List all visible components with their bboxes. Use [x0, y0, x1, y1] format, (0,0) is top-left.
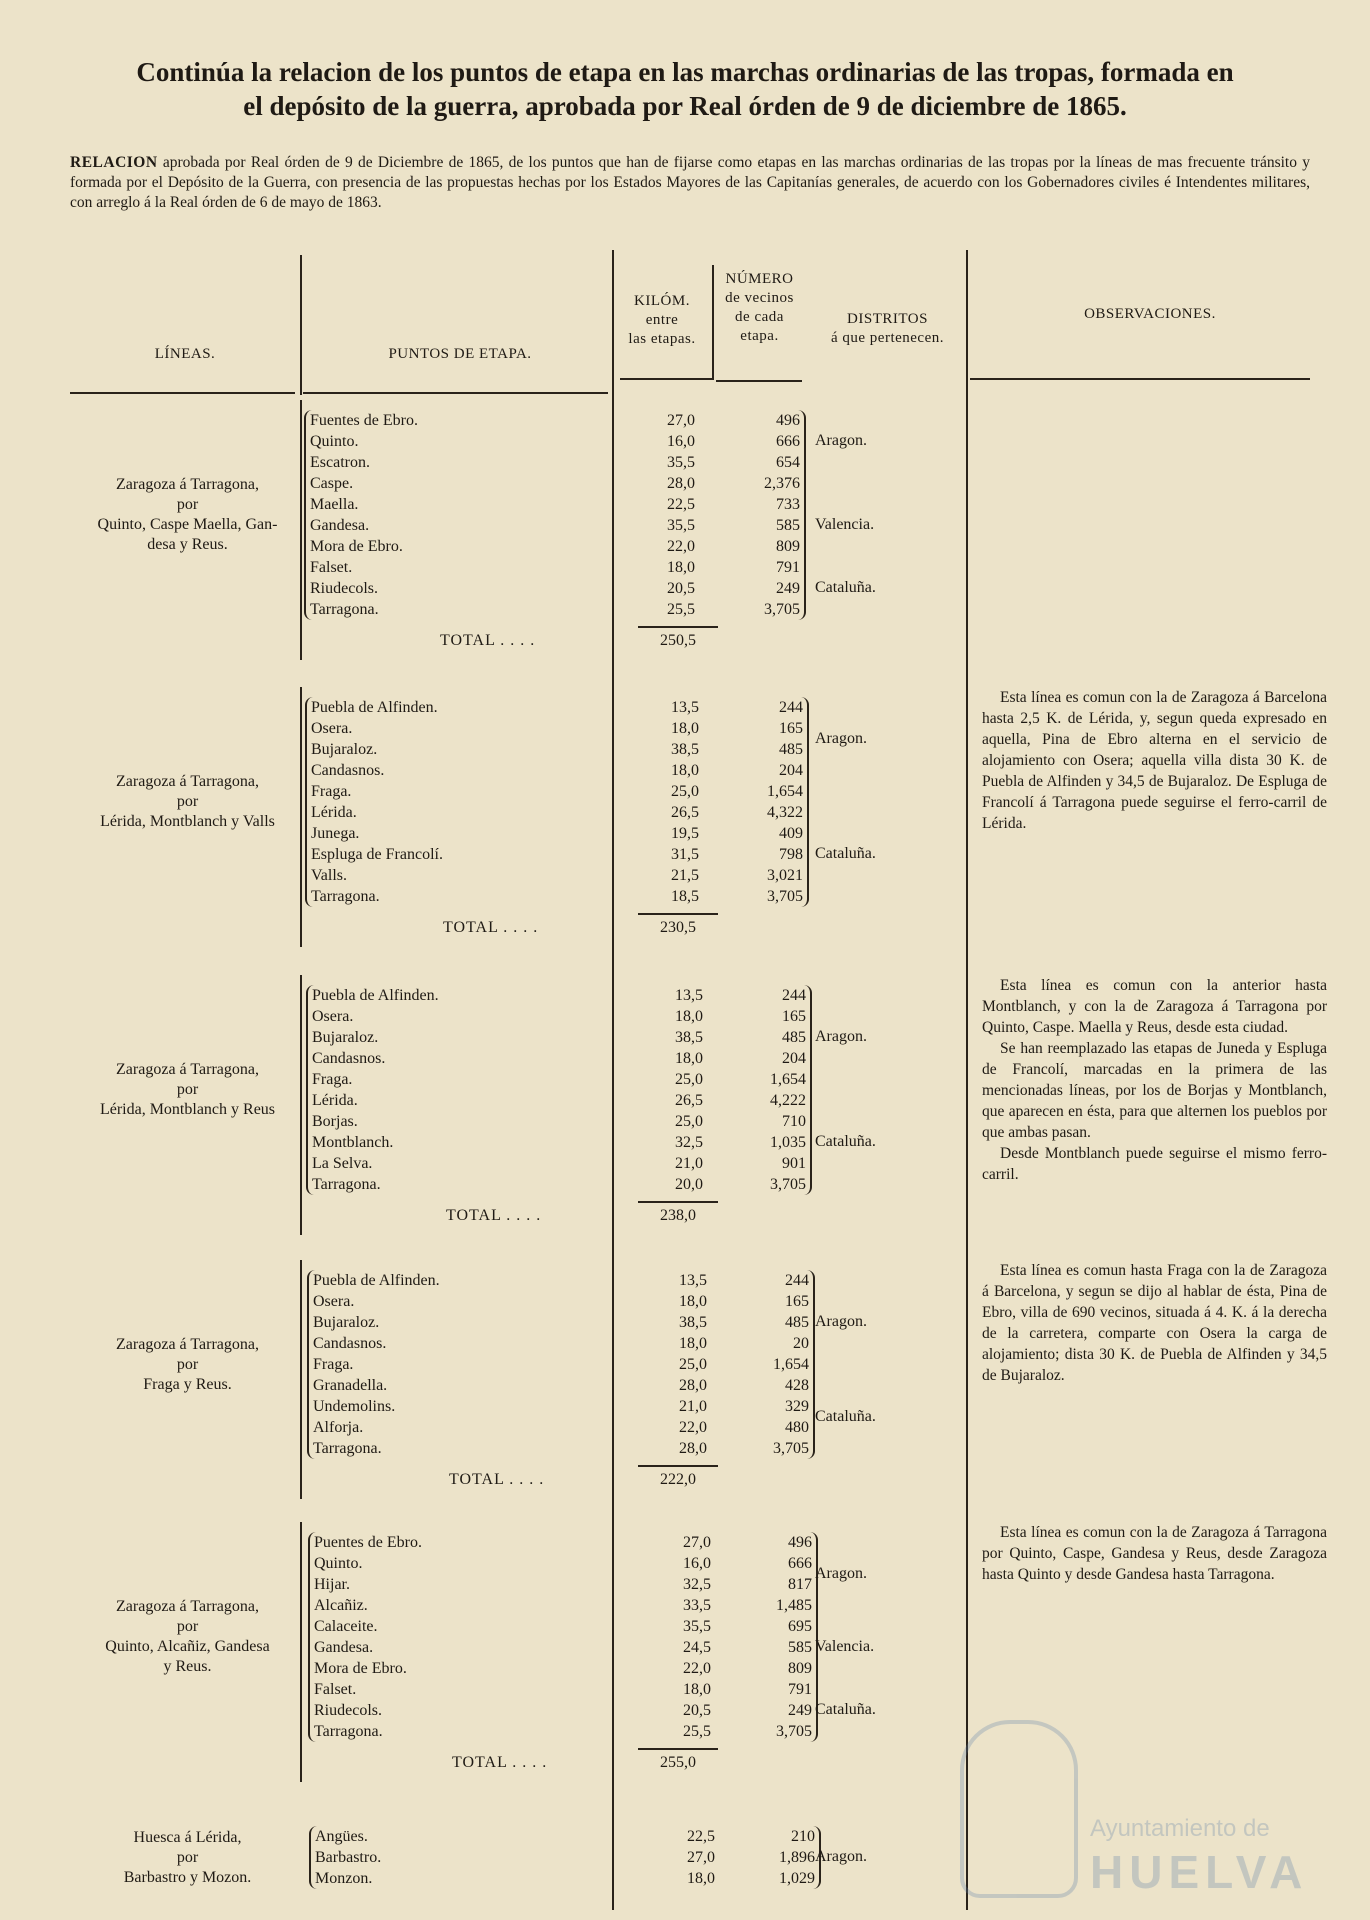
stop-name: Bujaraloz.	[312, 1029, 379, 1046]
stop-name: Mora de Ebro.	[310, 538, 403, 555]
total-label: TOTAL . . . .	[446, 1207, 542, 1224]
vecinos-value: 791	[776, 559, 800, 576]
route-name-line: por	[176, 1355, 199, 1373]
row-rule	[300, 1522, 302, 1782]
vecinos-value: 329	[785, 1398, 809, 1415]
vecinos-value: 480	[785, 1419, 809, 1436]
route-stops	[306, 985, 439, 1195]
district-label: Cataluña.	[815, 1407, 876, 1425]
vecinos-value: 585	[788, 1639, 812, 1656]
route-name-line: Zaragoza á Tarragona,	[116, 476, 259, 493]
route-stops	[304, 410, 418, 620]
stop-name: Falset.	[314, 1681, 357, 1698]
district-label: Cataluña.	[815, 845, 876, 862]
vecinos-value: 1,654	[767, 783, 803, 800]
vecinos-value: 733	[776, 496, 800, 513]
col-header-line: á que pertenecen.	[830, 330, 945, 346]
stop-name: Puentes de Ebro.	[314, 1534, 422, 1551]
route-name-line: Barbastro y Mozon.	[123, 1868, 252, 1886]
route-name	[80, 1828, 295, 1888]
route-km	[629, 697, 699, 907]
observation-paragraph: Esta línea es comun con la de Zaragoza á Tarragona por Quinto, Caspe, Gandesa y Reus, desde Zaragoza hasta Quinto y desde Gandesa hasta Tarragona.	[982, 1524, 1327, 1583]
km-value: 13,5	[671, 699, 699, 716]
observation-note	[982, 975, 1327, 1185]
vecinos-value: 3,021	[767, 867, 803, 884]
stop-name: Puebla de Alfinden.	[312, 987, 439, 1004]
column-rule	[612, 250, 614, 1910]
stop-name: Riudecols.	[314, 1702, 382, 1719]
vecinos-value: 1,485	[776, 1597, 812, 1614]
stop-name: Puebla de Alfinden.	[311, 699, 438, 716]
col-header-line: de cada	[735, 309, 784, 325]
route-vecinos	[702, 1532, 818, 1742]
vecinos-value: 204	[779, 762, 803, 779]
coat-of-arms-icon	[960, 1720, 1078, 1898]
observation-paragraph: Desde Montblanch puede seguirse el mismo ferro-carril.	[982, 1145, 1327, 1183]
route-name-line: por	[176, 496, 199, 513]
district-label: Valencia.	[815, 516, 875, 533]
km-value: 25,0	[671, 783, 699, 800]
page-heading	[60, 55, 1310, 123]
stop-name: Puebla de Alfinden.	[313, 1272, 440, 1289]
km-value: 26,5	[675, 1092, 703, 1109]
route-km	[641, 1532, 711, 1742]
observation-note	[982, 687, 1327, 834]
route-name-line: Fraga y Reus.	[143, 1375, 232, 1393]
vecinos-value: 244	[779, 699, 803, 716]
col-header-numero	[712, 270, 807, 346]
row-rule	[300, 687, 302, 947]
route-km	[625, 410, 695, 620]
total-value: 238,0	[638, 1201, 718, 1225]
vecinos-value: 165	[782, 1008, 806, 1025]
km-value: 38,5	[671, 741, 699, 758]
stop-name: Fraga.	[312, 1071, 353, 1088]
stop-name: Osera.	[312, 1008, 354, 1025]
vecinos-value: 244	[785, 1272, 809, 1289]
km-value: 26,5	[671, 804, 699, 821]
total-value: 255,0	[638, 1748, 718, 1772]
stop-name: Tarragona.	[312, 1176, 381, 1193]
vecinos-value: 3,705	[770, 1176, 806, 1193]
km-value: 32,5	[683, 1576, 711, 1593]
vecinos-value: 585	[776, 517, 800, 534]
vecinos-value: 210	[791, 1828, 815, 1845]
km-value: 27,0	[687, 1849, 715, 1866]
stop-name: Bujaraloz.	[313, 1314, 380, 1331]
vecinos-value: 901	[782, 1155, 806, 1172]
vecinos-value: 798	[779, 846, 803, 863]
vecinos-value: 3,705	[773, 1440, 809, 1457]
observation-note	[982, 1522, 1327, 1585]
total-label: TOTAL . . . .	[452, 1754, 548, 1771]
km-value: 25,0	[675, 1113, 703, 1130]
vecinos-value: 817	[788, 1576, 812, 1593]
route-vecinos	[699, 1270, 815, 1459]
vecinos-value: 666	[788, 1555, 812, 1572]
column-rule	[300, 255, 302, 395]
vecinos-value: 1,035	[770, 1134, 806, 1151]
stop-name: Hijar.	[314, 1576, 350, 1593]
km-value: 25,5	[683, 1723, 711, 1740]
km-value: 18,0	[683, 1681, 711, 1698]
route-name	[80, 1335, 295, 1395]
vecinos-value: 3,705	[767, 888, 803, 905]
col-header-line: las etapas.	[628, 331, 696, 347]
district-label: Cataluña.	[815, 1133, 876, 1150]
header-rule	[620, 378, 712, 380]
district-label: Aragon.	[815, 1313, 867, 1330]
stop-name: Tarragona.	[314, 1723, 383, 1740]
intro-paragraph	[70, 153, 1310, 213]
vecinos-value: 2,376	[764, 475, 800, 492]
vecinos-value: 249	[776, 580, 800, 597]
vecinos-value: 809	[776, 538, 800, 555]
stop-name: Barbastro.	[315, 1849, 382, 1866]
route-name-line: y Reus.	[163, 1658, 212, 1675]
total-label: TOTAL . . . .	[440, 632, 536, 649]
route-stops	[308, 1532, 422, 1742]
stop-name: Lérida.	[312, 1092, 358, 1109]
km-value: 20,5	[683, 1702, 711, 1719]
vecinos-value: 485	[785, 1314, 809, 1331]
km-value: 20,0	[675, 1176, 703, 1193]
route-name	[80, 475, 295, 555]
km-value: 35,5	[683, 1618, 711, 1635]
km-value: 28,0	[679, 1440, 707, 1457]
district-label: Aragon.	[815, 729, 867, 747]
stop-name: Lérida.	[311, 804, 357, 821]
vecinos-value: 4,322	[767, 804, 803, 821]
route-name-line: por	[176, 793, 199, 810]
vecinos-value: 4,222	[770, 1092, 806, 1109]
vecinos-value: 1,896	[779, 1849, 815, 1866]
total-label: TOTAL . . . .	[443, 919, 539, 936]
stop-name: Candasnos.	[313, 1335, 387, 1352]
intro-lead: RELACION	[70, 154, 158, 171]
route-vecinos	[705, 1826, 821, 1889]
stop-name: Mora de Ebro.	[314, 1660, 407, 1677]
stop-name: Riudecols.	[310, 580, 378, 597]
observation-paragraph: Esta línea es comun con la anterior hasta Montblanch, y con la de Zaragoza á Tarragona por Quinto, Caspe. Maella y Reus, desde esta ciudad.	[982, 977, 1327, 1036]
observation-paragraph: Esta línea es comun hasta Fraga con la de Zaragoza á Barcelona, y segun se dijo al hablar de ésta, Pina de Ebro, villa de 690 vecinos, situada á 4. K. á la derecha de la carretera, comparte con Osera la carga de alojamiento; dista 30 K. de Puebla de Alfinden y 34,5 de Bujaraloz.	[982, 1262, 1327, 1384]
route-name-line: desa y Reus.	[147, 536, 228, 553]
km-value: 21,0	[679, 1398, 707, 1415]
route-name-line: por	[176, 1081, 199, 1098]
km-value: 27,0	[683, 1534, 711, 1551]
km-value: 35,5	[667, 454, 695, 471]
route-name-line: Zaragoza á Tarragona,	[116, 1598, 259, 1615]
vecinos-value: 485	[779, 741, 803, 758]
col-header-distritos	[805, 310, 970, 348]
km-value: 38,5	[675, 1029, 703, 1046]
km-value: 31,5	[671, 846, 699, 863]
km-value: 32,5	[675, 1134, 703, 1151]
stop-name: Monzon.	[315, 1870, 373, 1887]
km-value: 18,0	[671, 720, 699, 737]
district-label: Aragon.	[815, 432, 867, 449]
route-name	[80, 1597, 295, 1677]
row-rule	[300, 975, 302, 1235]
route-name	[80, 772, 295, 832]
km-value: 28,0	[667, 475, 695, 492]
route-name-line: Lérida, Montblanch y Valls	[100, 813, 275, 830]
vecinos-value: 791	[788, 1681, 812, 1698]
vecinos-value: 1,654	[770, 1071, 806, 1088]
total-value: 222,0	[638, 1465, 718, 1489]
route-name-line: por	[176, 1618, 199, 1635]
vecinos-value: 1,029	[779, 1870, 815, 1887]
watermark-line-1: Ayuntamiento de	[1090, 1815, 1270, 1842]
vecinos-value: 165	[785, 1293, 809, 1310]
km-value: 18,0	[679, 1335, 707, 1352]
km-value: 18,0	[675, 1050, 703, 1067]
vecinos-value: 666	[776, 433, 800, 450]
district-label: Cataluña.	[815, 579, 876, 596]
total-value: 230,5	[638, 913, 718, 937]
row-rule	[300, 400, 302, 660]
route-name-line: Zaragoza á Tarragona,	[116, 1061, 259, 1078]
col-header-line: KILÓM.	[634, 293, 690, 309]
km-value: 22,5	[687, 1828, 715, 1845]
stop-name: Espluga de Francolí.	[311, 846, 443, 863]
col-header-lineas: LÍNEAS.	[154, 346, 216, 362]
stop-name: Gandesa.	[314, 1639, 374, 1656]
observation-paragraph: Se han reemplazado las etapas de Juneda y Espluga de Francolí, marcadas en la primera de las mencionadas líneas, por los de Borjas y Montblanch, que aparecen en ésta, para que alternen los pueblos por que ambas pasan.	[982, 1040, 1327, 1141]
km-value: 13,5	[679, 1272, 707, 1289]
stop-name: Borjas.	[312, 1113, 358, 1130]
vecinos-value: 204	[782, 1050, 806, 1067]
vecinos-value: 409	[779, 825, 803, 842]
stop-name: Caspe.	[310, 475, 354, 492]
route-vecinos	[696, 985, 812, 1195]
km-value: 18,0	[671, 762, 699, 779]
stop-name: Granadella.	[313, 1377, 388, 1394]
stop-name: Alcañiz.	[314, 1597, 368, 1614]
km-value: 24,5	[683, 1639, 711, 1656]
header-rule	[70, 392, 295, 394]
vecinos-value: 695	[788, 1618, 812, 1635]
stop-name: Candasnos.	[311, 762, 385, 779]
stop-name: Undemolins.	[313, 1398, 396, 1415]
district-label: Valencia.	[815, 1638, 875, 1655]
stop-name: Bujaraloz.	[311, 741, 378, 758]
route-name-line: por	[176, 1848, 199, 1866]
km-value: 28,0	[679, 1377, 707, 1394]
stop-name: Maella.	[310, 496, 359, 513]
vecinos-value: 249	[788, 1702, 812, 1719]
route-stops	[305, 697, 443, 907]
observation-note	[982, 1260, 1327, 1386]
district-label: Cataluña.	[815, 1701, 876, 1718]
km-value: 27,0	[667, 412, 695, 429]
stop-name: Quinto.	[310, 433, 359, 450]
route-stops	[309, 1826, 381, 1889]
stop-name: Alforja.	[313, 1419, 364, 1436]
stop-name: Angües.	[315, 1828, 368, 1845]
km-value: 20,5	[667, 580, 695, 597]
stop-name: Tarragona.	[313, 1440, 382, 1457]
row-rule	[300, 1260, 302, 1499]
vecinos-value: 3,705	[764, 601, 800, 618]
total-label: TOTAL . . . .	[449, 1471, 545, 1488]
header-rule	[716, 380, 802, 382]
route-name-line: Quinto, Caspe Maella, Gan-	[97, 516, 278, 533]
stop-name: Fraga.	[313, 1356, 354, 1373]
route-name-line: Zaragoza á Tarragona,	[116, 1335, 259, 1353]
column-rule	[966, 250, 968, 1910]
km-value: 22,0	[679, 1419, 707, 1436]
stop-name: Quinto.	[314, 1555, 363, 1572]
stop-name: Valls.	[311, 867, 347, 884]
vecinos-value: 654	[776, 454, 800, 471]
vecinos-value: 496	[776, 412, 800, 429]
km-value: 38,5	[679, 1314, 707, 1331]
km-value: 18,0	[687, 1870, 715, 1887]
km-value: 19,5	[671, 825, 699, 842]
km-value: 13,5	[675, 987, 703, 1004]
route-stops	[307, 1270, 440, 1459]
route-name-line: Lérida, Montblanch y Reus	[99, 1101, 276, 1118]
route-name-line: Huesca á Lérida,	[133, 1828, 242, 1846]
col-header-line: de vecinos	[725, 290, 794, 306]
stop-name: Fuentes de Ebro.	[310, 412, 418, 429]
stop-name: Tarragona.	[310, 601, 379, 618]
route-vecinos	[690, 410, 806, 620]
route-name-line: Quinto, Alcañiz, Gandesa	[105, 1638, 270, 1655]
vecinos-value: 485	[782, 1029, 806, 1046]
km-value: 21,5	[671, 867, 699, 884]
vecinos-value: 809	[788, 1660, 812, 1677]
km-value: 16,0	[667, 433, 695, 450]
route-km	[637, 1270, 707, 1459]
heading-line-2: el depósito de la guerra, aprobada por Real órden de 9 de diciembre de 1865.	[243, 91, 1127, 121]
km-value: 22,0	[667, 538, 695, 555]
km-value: 16,0	[683, 1555, 711, 1572]
km-value: 18,0	[679, 1293, 707, 1310]
vecinos-value: 244	[782, 987, 806, 1004]
km-value: 21,0	[675, 1155, 703, 1172]
vecinos-value: 710	[782, 1113, 806, 1130]
route-vecinos	[693, 697, 809, 907]
district-label: Aragon.	[815, 1028, 867, 1045]
km-value: 22,5	[667, 496, 695, 513]
km-value: 33,5	[683, 1597, 711, 1614]
km-value: 35,5	[667, 517, 695, 534]
watermark-line-2: HUELVA	[1090, 1846, 1309, 1898]
route-name-line: Zaragoza á Tarragona,	[116, 773, 259, 790]
vecinos-value: 20	[793, 1335, 809, 1352]
col-header-line: NÚMERO	[725, 271, 794, 287]
col-header-puntos: PUNTOS DE ETAPA.	[388, 346, 532, 362]
stop-name: Fraga.	[311, 783, 352, 800]
stop-name: Escatron.	[310, 454, 370, 471]
km-value: 18,0	[675, 1008, 703, 1025]
intro-text: aprobada por Real órden de 9 de Diciembre de 1865, de los puntos que han de fijarse como etapas en las marchas ordinarias de las tropas por la líneas de mas frecuente tránsito y formada por el Depósito de la Guerra, con presencia de las propuestas hechas por los Estados Mayores de las Capitanías generales, de acuerdo con los Gobernadores civiles é Intendentes militares, con arreglo á la Real órden de 6 de mayo de 1863.	[70, 154, 1310, 211]
col-header-kilom	[612, 292, 712, 349]
km-value: 25,5	[667, 601, 695, 618]
stop-name: La Selva.	[312, 1155, 373, 1172]
col-header-line: entre	[645, 312, 679, 328]
stop-name: Gandesa.	[310, 517, 370, 534]
km-value: 22,0	[683, 1660, 711, 1677]
route-km	[633, 985, 703, 1195]
header-rule	[970, 378, 1310, 380]
vecinos-value: 428	[785, 1377, 809, 1394]
stop-name: Calaceite.	[314, 1618, 378, 1635]
col-header-line: etapa.	[740, 328, 779, 344]
vecinos-value: 1,654	[773, 1356, 809, 1373]
km-value: 25,0	[675, 1071, 703, 1088]
vecinos-value: 165	[779, 720, 803, 737]
stop-name: Osera.	[311, 720, 353, 737]
district-label: Aragon.	[815, 1564, 867, 1582]
vecinos-value: 3,705	[776, 1723, 812, 1740]
km-value: 18,0	[667, 559, 695, 576]
observation-paragraph: Esta línea es comun con la de Zaragoza á Barcelona hasta 2,5 K. de Lérida, y, segun queda expresado en aquella, Pina de Ebro alterna en el servicio de alojamiento con Osera; aquella villa dista 30 K. de Puebla de Alfinden y 34,5 de Bujaraloz. De Espluga de Francolí á Tarragona puede seguirse el ferro-carril de Lérida.	[982, 689, 1327, 832]
header-rule	[303, 392, 608, 394]
heading-line-1: Continúa la relacion de los puntos de etapa en las marchas ordinarias de las tropas, formada en	[136, 57, 1234, 87]
route-name	[80, 1060, 295, 1120]
km-value: 25,0	[679, 1356, 707, 1373]
watermark	[960, 1720, 1330, 1910]
total-value: 250,5	[638, 626, 718, 650]
column-rule	[712, 265, 714, 380]
km-value: 18,5	[671, 888, 699, 905]
stop-name: Junega.	[311, 825, 360, 842]
vecinos-value: 496	[788, 1534, 812, 1551]
col-header-line: DISTRITOS	[847, 311, 928, 327]
stop-name: Montblanch.	[312, 1134, 394, 1151]
stop-name: Candasnos.	[312, 1050, 386, 1067]
district-label: Aragon.	[815, 1848, 867, 1865]
stop-name: Osera.	[313, 1293, 355, 1310]
col-header-observaciones: OBSERVACIONES.	[1084, 306, 1216, 322]
stop-name: Tarragona.	[311, 888, 380, 905]
stop-name: Falset.	[310, 559, 353, 576]
